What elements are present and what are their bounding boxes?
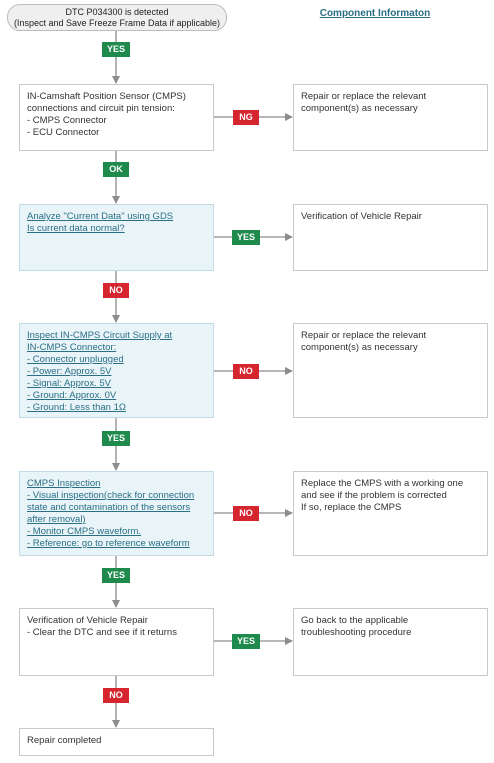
- no-badge: NO: [233, 506, 259, 521]
- step-text: Verification of Vehicle Repair: [27, 615, 148, 626]
- step-inspect-circuit-supply: [19, 323, 214, 418]
- cmps-inspection-item-link[interactable]: after removal): [27, 514, 86, 525]
- cmps-inspection-item-link[interactable]: state and contamination of the sensors: [27, 502, 191, 513]
- result-repair-or-replace: [293, 84, 488, 151]
- cmps-inspection-item-link[interactable]: - Reference: go to reference waveform: [27, 538, 190, 549]
- result-text: If so, replace the CMPS: [301, 502, 402, 513]
- circuit-item-link[interactable]: - Connector unplugged: [27, 354, 124, 365]
- result-text: Replace the CMPS with a working one: [301, 478, 464, 489]
- result-go-back: [293, 608, 488, 676]
- circuit-item-link[interactable]: - Signal: Approx. 5V: [27, 378, 111, 389]
- yes-badge: YES: [232, 634, 260, 649]
- yes-badge: YES: [102, 42, 130, 57]
- step-repair-completed: [19, 728, 214, 756]
- step-text: connections and circuit pin tension:: [27, 103, 175, 114]
- result-text: component(s) as necessary: [301, 103, 418, 114]
- ng-badge: NG: [233, 110, 259, 125]
- step-text: IN-Camshaft Position Sensor (CMPS): [27, 91, 186, 102]
- result-verification: [293, 204, 488, 271]
- step-text: - Clear the DTC and see if it returns: [27, 627, 177, 638]
- no-badge: NO: [233, 364, 259, 379]
- result-text: component(s) as necessary: [301, 342, 418, 353]
- current-data-normal-link[interactable]: Is current data normal?: [27, 223, 125, 234]
- yes-badge: YES: [102, 568, 130, 583]
- step-item: - ECU Connector: [27, 127, 100, 138]
- cmps-inspection-item-link[interactable]: - Monitor CMPS waveform.: [27, 526, 142, 537]
- cmps-inspection-link[interactable]: CMPS Inspection: [27, 478, 101, 489]
- yes-badge: YES: [102, 431, 130, 446]
- result-text: Verification of Vehicle Repair: [301, 211, 422, 222]
- component-information-link[interactable]: Component Informaton: [319, 8, 431, 19]
- inspect-circuit-supply-link[interactable]: IN-CMPS Connector:: [27, 342, 117, 353]
- result-text: and see if the problem is corrected: [301, 490, 447, 501]
- ok-badge: OK: [103, 162, 129, 177]
- result-repair-or-replace: [293, 323, 488, 418]
- start-subtitle: (Inspect and Save Freeze Frame Data if applicable): [13, 18, 221, 28]
- result-text: troubleshooting procedure: [301, 627, 412, 638]
- step-item: - CMPS Connector: [27, 115, 107, 126]
- result-replace-cmps: [293, 471, 488, 556]
- circuit-item-link[interactable]: - Ground: Less than 1Ω: [27, 402, 126, 413]
- circuit-item-link[interactable]: - Ground: Approx. 0V: [27, 390, 117, 401]
- result-text: Repair or replace the relevant: [301, 330, 427, 341]
- step-cmps-connection-check: [19, 84, 214, 151]
- start-node: [7, 4, 227, 31]
- no-badge: NO: [103, 283, 129, 298]
- circuit-item-link[interactable]: - Power: Approx. 5V: [27, 366, 112, 377]
- cmps-inspection-item-link[interactable]: - Visual inspection(check for connection: [27, 490, 195, 501]
- analyze-current-data-link[interactable]: Analyze "Current Data" using GDS: [27, 211, 174, 222]
- start-title: DTC P034300 is detected: [65, 7, 169, 17]
- inspect-circuit-supply-link[interactable]: Inspect IN-CMPS Circuit Supply at: [27, 330, 173, 341]
- step-analyze-current-data: [19, 204, 214, 271]
- step-verification-vehicle-repair: [19, 608, 214, 676]
- yes-badge: YES: [232, 230, 260, 245]
- step-text: Repair completed: [27, 735, 102, 746]
- step-cmps-inspection: [19, 471, 214, 556]
- result-text: Go back to the applicable: [301, 615, 409, 626]
- no-badge: NO: [103, 688, 129, 703]
- result-text: Repair or replace the relevant: [301, 91, 427, 102]
